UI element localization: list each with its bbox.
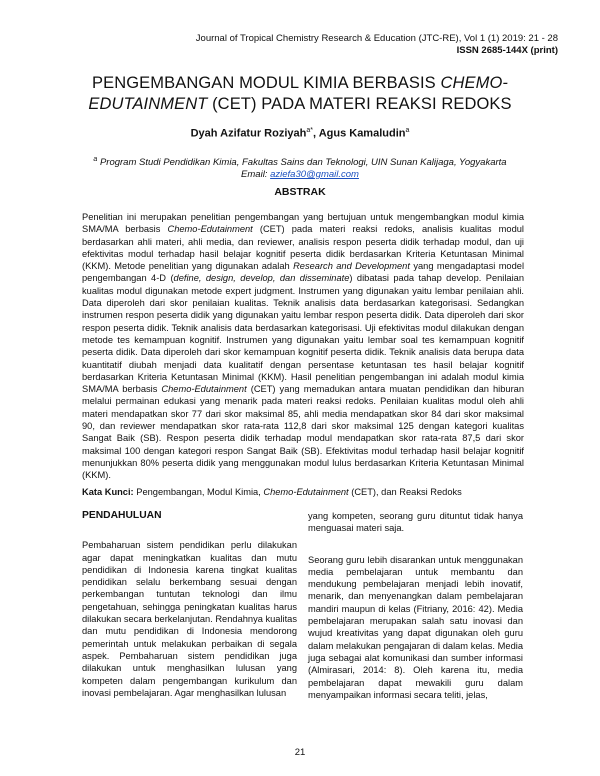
page-number: 21 <box>294 747 306 758</box>
body-column-left <box>82 510 297 711</box>
author-name: Dyah Azifatur Roziyah <box>190 127 307 140</box>
paper-title: PENGEMBANGAN MODUL KIMIA BERBASIS CHEMO-EDUTAINMENT (CET) PADA MATERI REAKSI REDOKS <box>88 74 512 113</box>
paragraph: Pembaharuan sistem pendidikan perlu dilakukan agar dapat meningkatkan kualitas dan mutu pendidikan di Indonesia karena tingkat kualitas pendidikan selalu berkembang sesuai dengan perkembangan tuntutan teknologi dan ilmu pengetahuan, sehingga peningkatan kualitas harus dilakukan secara berkelanjutan. Rendahnya kualitas dan mutu pendidikan di Indonesia mendorong pemerintah untuk melakukan perbaikan di segala aspek. Pembaharuan sistem pendidikan juga dilakukan untuk menghasilkan lulusan yang kompeten dalam pengembangan kurikulum dan inovasi pembelajaran. Agar menghasilkan lulusan <box>82 540 297 698</box>
body-column-right <box>308 510 523 713</box>
affiliation: $^a$ Program Studi Pendidikan Kimia, Fakultas Sains dan Teknologi, UIN Sunan Kalijaga, Yogyakarta Email: aziefa30@gmail.com <box>93 156 507 181</box>
issn: ISSN 2685-144X (print) <box>456 45 558 56</box>
journal-citation: Journal of Tropical Chemistry Research & Education (JTC-RE), Vol 1 (1) 2019: 21 - 28 <box>195 33 558 44</box>
abstract-body: Penelitian ini merupakan penelitian pengembangan yang bertujuan untuk mengembangkan modul kimia SMA/MA berbasis Chemo-Edutainment (CET) pada materi reaksi redoks, analisis kualitas modul berdasarkan ahli materi, ahli media, dan reviewer, analisis respon peserta didik terhadap modul, dan uji efektivitas modul terhadap hasil belajar kognitif peserta didik berdasarkan Kriteria Ketuntasan Minimal (KKM). Metode penelitian yang digunakan adalah Research and Development yang mengadaptasi model pengembangan 4-D (define, design, develop, dan disseminate) dibatasi pada tahap develop. Penilaian kualitas modul digunakan metode expert judgment. Instrumen yang digunakan yaitu lembar penilaian ahli. Data diperoleh dari skor penilaian kualitas. Teknik analisis data berdasarkan kategorisasi. Sedangkan instrumen respon peserta didik yang digunakan yaitu lembar respon peserta didik. Data diperoleh dari skor respon peserta didik. Teknik analisis data berdasarkan kategorisasi. Uji efektivitas modul dilakukan dengan metode tes kemampuan kognitif. Instrumen yang digunakan yaitu lembar soal tes kemampuan kognitif peserta didik. Data diperoleh dari skor kemampuan kognitif peserta didik. Teknik analisis data berupa data kuantitatif diubah menjadi data kualitatif dengan persentase ketuntasan tes hasil belajar kognitif berdasarkan Kriteria Ketuntasan Minimal (KKM). Hasil penelitian pengembangan ini adalah modul kimia SMA/MA berbasis Chemo-Edutainment (CET) yang memadukan antara muatan pendidikan dan hiburan melalui permainan edukasi yang menarik pada materi reaksi redoks. Penilaian kualitas modul oleh ahli materi mendapatkan skor 77 dari skor maksimal 85, ahli media mendapatkan skor 84 dari skor maksimal 90, dan reviewer mendapatkan skor rata-rata 112,8 dari skor maksimal 125 dengan kategori kualitas Sangat Baik (SB). Respon peserta didik terhadap modul mendapatkan skor rata-rata 87,5 dari skor maksimal 100 dengan kategori respon Sangat Baik (SB). Efektivitas modul terhadap hasil belajar kognitif menunjukkan 80% peserta didik yang menggunakan modul lulus berdasarkan Kriteria Ketuntasan Minimal (KKM). <box>82 212 525 481</box>
author-list: Dyah Azifatur Roziyah$^{a*}$, Agus Kamaludin$^a$ <box>190 127 410 140</box>
keywords: Kata Kunci: Pengembangan, Modul Kimia, Chemo-Edutainment (CET), dan Reaksi Redoks <box>82 487 462 497</box>
paragraph: Seorang guru lebih disarankan untuk menggunakan media pembelajaran untuk membantu dan mendukung pembelajaran menjadi lebih inovatif, menarik, dan menyenangkan dalam pembelajaran mandiri maupun di kelas (Fitriany, 2016: 42). Media pembelajaran merupakan salah satu inovasi dan wujud kreativitas yang dapat digunakan oleh guru dalam melakukan pengajaran di dalam kelas. Media juga sebagai alat komunikasi dan sumber informasi (Almirasari, 2014: 8). Oleh karena itu, media pembelajaran dapat mewakili guru dalam menyampaikan informasi secara teliti, jelas, <box>308 554 523 700</box>
author-name: Agus Kamaludin <box>318 127 406 140</box>
email-link[interactable]: aziefa30@gmail.com <box>270 169 359 181</box>
section-heading: PENDAHULUAN <box>82 510 162 521</box>
paragraph: yang kompeten, seorang guru dituntut tidak hanya menguasai materi saja. <box>308 511 523 534</box>
abstract-heading: ABSTRAK <box>274 186 326 198</box>
running-header <box>196 33 558 57</box>
